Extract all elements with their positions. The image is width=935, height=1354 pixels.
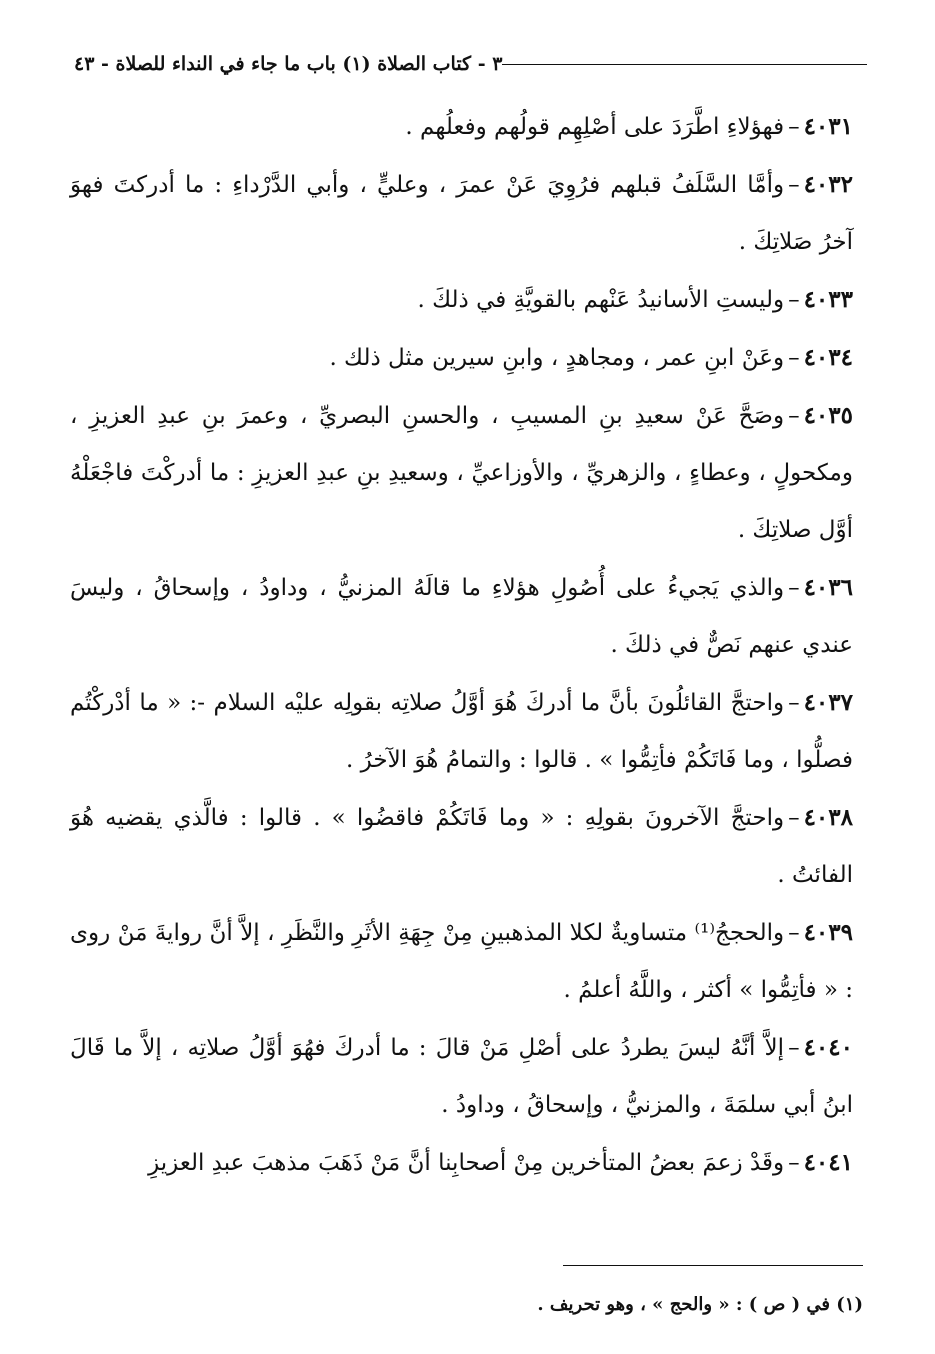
dash: – — [788, 920, 800, 946]
paragraph — [70, 904, 853, 1019]
paragraph-number: ٤٠٣٨ — [803, 804, 853, 831]
dash: – — [788, 690, 800, 716]
paragraph — [70, 674, 853, 789]
paragraph-number: ٤٠٣٩ — [803, 919, 853, 946]
paragraph-text: فهؤلاءِ اطَّرَدَ على أصْلِهِم قولُهم وفعلُهم . — [405, 114, 785, 140]
paragraph — [70, 329, 853, 387]
footnote: (١) في ( ص ) : « والحج » ، وهو تحريف . — [537, 1294, 863, 1315]
dash: – — [788, 575, 800, 601]
paragraph — [70, 271, 853, 329]
dash: – — [788, 1150, 800, 1176]
running-header — [60, 48, 875, 80]
paragraph-text: وصَحَّ عَنْ سعيدِ بنِ المسيبِ ، والحسنِ البصريِّ ، وعمرَ بنِ عبدِ العزيزِ ، ومكحولٍ ، وعطاءٍ ، والزهريِّ ، والأوزاعيِّ ، وسعيدِ بنِ عبدِ العزيزِ : ما أدركْتَ فاجْعَلْهُ أوَّل صلاتِكَ . — [70, 403, 853, 543]
paragraph-text: وقَدْ زعمَ بعضُ المتأخرين مِنْ أصحابِنا أنَّ مَنْ ذَهَبَ مذهبَ عبدِ العزيزِ — [148, 1150, 785, 1176]
paragraph-number: ٤٠٤٠ — [803, 1034, 853, 1061]
paragraph-text: إلاَّ أنَّهُ ليسَ يطردُ على أصْلِ مَنْ قالَ : ما أدركَ فهُوَ أوَّلُ صلاتِه ، إلاَّ ما قَالَ ابنُ أبي سلمَةَ ، والمزنيُّ ، وإسحاقُ ، وداودُ . — [70, 1035, 853, 1118]
dash: – — [788, 403, 800, 429]
paragraph-number: ٤٠٣٧ — [803, 689, 853, 716]
paragraph-number: ٤٠٤١ — [803, 1149, 853, 1176]
paragraph — [70, 1019, 853, 1134]
dash: – — [788, 345, 800, 371]
paragraph — [70, 98, 853, 156]
paragraph-text: والذي يَجيءُ على أُصُولِ هؤلاءِ ما قالَهُ المزنيُّ ، وداودُ ، وإسحاقُ ، وليسَ عندي عنهم نَصٌّ في ذلكَ . — [70, 575, 853, 658]
footnote-rule — [563, 1265, 863, 1266]
paragraph-number: ٤٠٣٦ — [803, 574, 853, 601]
dash: – — [788, 114, 800, 140]
dash: – — [788, 287, 800, 313]
header-rule — [502, 64, 867, 65]
paragraph-text: واحتجَّ القائلُونَ بأنَّ ما أدركَ هُوَ أوَّلُ صلاتِه بقولِه عليْه السلام -: « ما أدْركْتُم فصلُّوا ، وما فَاتَكُمْ فأتِمُّوا » . قالوا : والتمامُ هُوَ الآخرُ . — [70, 690, 853, 773]
paragraph-text: وعَنْ ابنِ عمر ، ومجاهدٍ ، وابنِ سيرين مثل ذلك . — [329, 345, 785, 371]
body-text — [70, 98, 853, 1192]
paragraph-number: ٤٠٣٢ — [803, 171, 853, 198]
paragraph-text: وليستِ الأسانيدُ عَنْهم بالقويَّةِ في ذلكَ . — [417, 287, 785, 313]
dash: – — [788, 172, 800, 198]
paragraph-text: واحتجَّ الآخرونَ بقولِهِ : « وما فَاتَكُمْ فاقضُوا » . قالوا : فالَّذي يقضيه هُوَ الفائتُ . — [70, 805, 853, 888]
paragraph-number: ٤٠٣٥ — [803, 402, 853, 429]
paragraph — [70, 156, 853, 271]
dash: – — [788, 1035, 800, 1061]
paragraph — [70, 789, 853, 904]
header-title: ٣ - كتاب الصلاة (١) باب ما جاء في النداء للصلاة - ٤٣ — [74, 53, 503, 75]
paragraph-number: ٤٠٣١ — [803, 113, 853, 140]
paragraph — [70, 387, 853, 559]
dash: – — [788, 805, 800, 831]
paragraph-number: ٤٠٣٣ — [803, 286, 853, 313]
paragraph-text: وأمَّا السَّلَفُ قبلهم فرُوِيَ عَنْ عمرَ ، وعليٍّ ، وأبي الدَّرْداءِ : ما أدركتَ فهوَ آخرُ صَلاتِكَ . — [70, 172, 853, 255]
paragraph-number: ٤٠٣٤ — [803, 344, 853, 371]
paragraph — [70, 1134, 853, 1192]
paragraph-text: والحججُ⁽¹⁾ متساويةٌ لكلا المذهبينِ مِنْ جِهَةِ الأثَرِ والنَّظَرِ ، إلاَّ أنَّ روايةَ مَنْ روى : « فأتِمُّوا » أكثر ، واللَّهُ أعلمُ . — [70, 920, 853, 1003]
paragraph — [70, 559, 853, 674]
